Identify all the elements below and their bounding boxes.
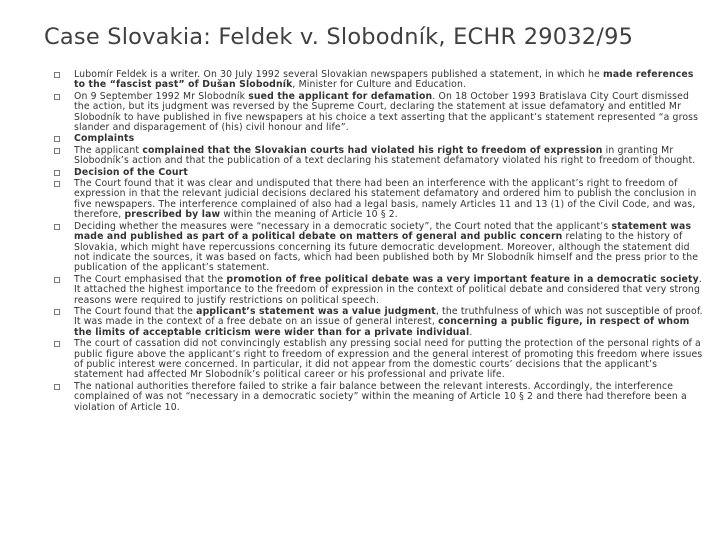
bullet-text: within the meaning of Article 10 § 2. (220, 209, 398, 221)
bullet-bold-text: applicant’s statement was a value judgment (196, 305, 436, 317)
square-bullet-icon (54, 72, 60, 78)
bullet-bold-text: made references to the “fascist past” of Dušan Slobodník (74, 69, 694, 91)
bullet-text: Deciding whether the measures were “necessary in a democratic society”, the Court noted that the applicant’s (74, 220, 612, 232)
bullet-text: relating to the history of Slovakia, which might have repercussions concerning its future democratic development. Moreover, although the statement did not indicate the sources, it was based on facts, which had been published both by Mr Slobodník himself and the press prior to the publication of the applicant’s statement. (74, 231, 699, 274)
bullet-text: , the truthfulness of which was not susceptible of proof. It was made in the context of a free debate on an issue of general interest, (74, 305, 703, 328)
bullet-item (54, 339, 704, 381)
bullet-text: The court of cassation did not convincingly establish any pressing social need for putting the protection of the personal rights of a public figure above the applicant’s right to freedom of expression and the general interest of promoting this freedom where issues of public interest were concerned. In particular, it did not appear from the domestic courts’ decisions that the applicant’s statement had affected Mr Slobodník’s political career or his professional and private life. (74, 338, 703, 381)
square-bullet-icon (54, 384, 60, 390)
bullet-text: The national authorities therefore failed to strike a fair balance between the relevant interests. Accordingly, the interference complained of was not “necessary in a democratic society” within the meaning of Article 10 § 2 and there had therefore been a violation of Article 10. (74, 380, 687, 413)
bullet-bold-text: prescribed by law (124, 209, 221, 221)
bullet-text: in granting Mr Slobodník’s action and that the publication of a text declaring his statement defamatory violated his right to freedom of thought. (74, 144, 696, 167)
bullet-item (54, 307, 704, 338)
bullet-item (54, 70, 704, 91)
bullet-item (54, 146, 704, 167)
bullet-bold-text: complained that the Slovakian courts had violated his right to freedom of expression (142, 144, 603, 156)
bullet-text: . (469, 326, 473, 338)
bullet-text: The Court emphasised that the (74, 273, 227, 285)
bullet-item (54, 275, 704, 306)
bullet-item (54, 92, 704, 134)
bullet-item (54, 222, 704, 274)
bullet-bold-text: promotion of free political debate was a very important feature in a democratic society (226, 273, 699, 285)
bullet-item (54, 134, 704, 144)
bullet-list (54, 70, 704, 413)
bullet-text: , Minister for Culture and Education. (292, 79, 467, 91)
bullet-bold-text: sued the applicant for defamation (248, 90, 433, 102)
square-bullet-icon (54, 309, 60, 315)
bullet-bold-text: statement was made and published as part of a political debate on matters of general and public concern (74, 220, 692, 243)
square-bullet-icon (54, 181, 60, 187)
bullet-text: The Court found that the (74, 305, 197, 317)
bullet-item (54, 168, 704, 178)
bullet-item (54, 179, 704, 221)
bullet-bold-text: concerning a public figure, in respect of whom the limits of acceptable criticism were wider than for a private individual (74, 316, 690, 338)
bullet-text: The Court found that it was clear and undisputed that there had been an interference with the applicant’s right to freedom of expression in that the relevant judicial decisions declared his statement defamatory and ordered him to publish the conclusion in five newspapers. The interference complained of also had a legal basis, namely Articles 11 and 13 (1) of the Civil Code, and was, therefore, (74, 178, 697, 221)
bullet-bold-text: Complaints (74, 133, 135, 145)
square-bullet-icon (54, 224, 60, 230)
bullet-text: . On 18 October 1993 Bratislava City Court dismissed the action, but its judgment was reversed by the Supreme Court, declaring the statement at issue defamatory and entitled Mr Slobodník to have published in five newspapers at his choice a text asserting that the applicant’s statement represented “a gross slander and disparagement of (his) civil honour and life”. (74, 90, 699, 134)
bullet-text: Lubomír Feldek is a writer. On 30 July 1992 several Slovakian newspapers published a statement, in which he (74, 69, 604, 80)
bullet-bold-text: Decision of the Court (74, 166, 188, 178)
slide-title: Case Slovakia: Feldek v. Slobodník, ECHR 29032/95 (44, 24, 634, 50)
square-bullet-icon (54, 148, 60, 154)
bullet-text: . It attached the highest importance to the freedom of expression in the context of political debate and considered that very strong reasons were required to justify restrictions on political speech. (74, 273, 702, 306)
square-bullet-icon (54, 136, 60, 142)
bullet-text: The applicant (74, 144, 143, 156)
square-bullet-icon (54, 341, 60, 347)
square-bullet-icon (54, 277, 60, 283)
square-bullet-icon (54, 170, 60, 176)
bullet-text: On 9 September 1992 Mr Slobodník (74, 90, 249, 102)
bullet-item (54, 382, 704, 413)
square-bullet-icon (54, 94, 60, 100)
